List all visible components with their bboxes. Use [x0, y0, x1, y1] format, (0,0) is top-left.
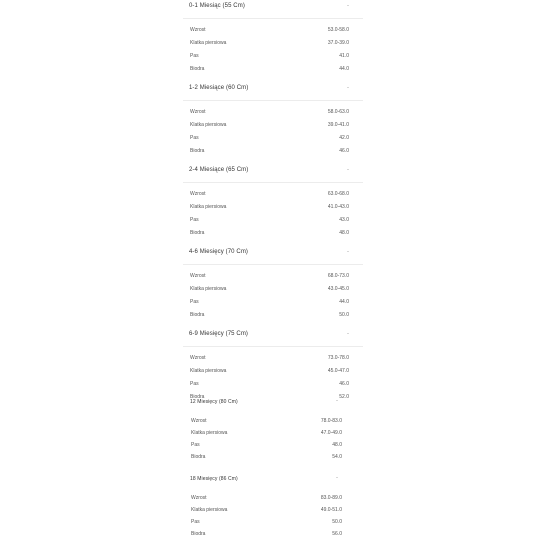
- size-section-18: [186, 474, 346, 540]
- collapse-icon[interactable]: -: [347, 3, 349, 9]
- size-section-12: [186, 397, 346, 474]
- section-title: 0-1 Miesiąc (55 Cm): [189, 3, 245, 9]
- measurement-label: Wzrost: [190, 27, 206, 33]
- section-header[interactable]: [186, 474, 346, 488]
- measurement-value: 68.0-73.0: [327, 273, 349, 279]
- measurement-list: [183, 19, 363, 86]
- measurement-row: [183, 201, 363, 214]
- measurement-row: [186, 504, 346, 516]
- section-title: 6-9 Miesięcy (75 Cm): [189, 331, 249, 337]
- measurement-list: [183, 183, 363, 250]
- measurement-list: [186, 411, 346, 471]
- measurement-label: Biodra: [190, 66, 205, 72]
- measurement-label: Wzrost: [190, 355, 206, 361]
- measurement-label: Biodra: [190, 148, 205, 154]
- measurement-value: 50.0: [339, 312, 349, 318]
- measurement-value: 46.0: [339, 148, 349, 154]
- measurement-value: 83.0-89.0: [320, 495, 342, 501]
- measurement-label: Biodra: [191, 531, 206, 537]
- measurement-value: 41.0: [339, 53, 349, 59]
- measurement-value: 47.0-49.0: [320, 430, 342, 436]
- measurement-label: Biodra: [191, 454, 206, 460]
- measurement-row: [183, 365, 363, 378]
- measurement-value: 37.0-39.0: [327, 40, 349, 46]
- measurement-value: 52.0: [339, 394, 349, 400]
- measurement-row: [186, 439, 346, 451]
- size-section-4-6: [183, 246, 363, 328]
- measurement-value: 58.0-63.0: [327, 109, 349, 115]
- measurement-row: [183, 309, 363, 322]
- measurement-label: Pas: [191, 519, 200, 525]
- measurement-value: 43.0: [339, 217, 349, 223]
- measurement-row: [183, 145, 363, 158]
- section-header[interactable]: [183, 82, 363, 101]
- measurement-value: 49.0-51.0: [320, 507, 342, 513]
- measurement-label: Biodra: [190, 312, 205, 318]
- section-title: 1-2 Miesiące (60 Cm): [189, 85, 249, 91]
- measurement-value: 48.0: [332, 442, 342, 448]
- section-header[interactable]: [183, 246, 363, 265]
- measurement-row: [183, 50, 363, 63]
- measurement-value: 78.0-83.0: [320, 418, 342, 424]
- measurement-label: Klatka piersiowa: [191, 507, 228, 513]
- measurement-label: Wzrost: [190, 191, 206, 197]
- collapse-icon[interactable]: -: [347, 167, 349, 173]
- measurement-value: 48.0: [339, 230, 349, 236]
- collapse-icon[interactable]: -: [347, 249, 349, 255]
- measurement-row: [186, 516, 346, 528]
- section-title: 18 Miesięcy (86 Cm): [190, 476, 238, 482]
- measurement-row: [183, 119, 363, 132]
- measurement-label: Biodra: [190, 230, 205, 236]
- measurement-row: [183, 37, 363, 50]
- section-title: 4-6 Miesięcy (70 Cm): [189, 249, 249, 255]
- measurement-value: 44.0: [339, 66, 349, 72]
- measurement-label: Biodra: [190, 394, 205, 400]
- section-header[interactable]: [183, 328, 363, 347]
- measurement-label: Wzrost: [191, 495, 207, 501]
- measurement-value: 45.0-47.0: [327, 368, 349, 374]
- measurement-row: [186, 492, 346, 504]
- measurement-row: [183, 24, 363, 37]
- measurement-label: Pas: [191, 442, 200, 448]
- collapse-icon[interactable]: -: [347, 85, 349, 91]
- measurement-row: [183, 214, 363, 227]
- section-header[interactable]: [183, 164, 363, 183]
- section-title: 2-4 Miesiące (65 Cm): [189, 167, 249, 173]
- measurement-value: 50.0: [332, 519, 342, 525]
- size-section-1-2: [183, 82, 363, 164]
- section-header[interactable]: [186, 397, 346, 411]
- measurement-list: [186, 488, 346, 540]
- measurement-value: 44.0: [339, 299, 349, 305]
- measurement-row: [186, 528, 346, 540]
- measurement-list: [183, 265, 363, 332]
- measurement-label: Pas: [190, 299, 199, 305]
- measurement-row: [186, 415, 346, 427]
- measurement-value: 39.0-41.0: [327, 122, 349, 128]
- size-section-2-4: [183, 164, 363, 246]
- measurement-row: [183, 188, 363, 201]
- measurement-value: 54.0: [332, 454, 342, 460]
- measurement-row: [183, 378, 363, 391]
- collapse-icon[interactable]: -: [336, 475, 338, 481]
- measurement-value: 41.0-43.0: [327, 204, 349, 210]
- size-section-6-9: [183, 328, 363, 400]
- measurement-value: 42.0: [339, 135, 349, 141]
- measurement-label: Klatka piersiowa: [191, 430, 228, 436]
- measurement-value: 43.0-45.0: [327, 286, 349, 292]
- measurement-value: 53.0-58.0: [327, 27, 349, 33]
- measurement-label: Klatka piersiowa: [190, 368, 227, 374]
- measurement-label: Pas: [190, 381, 199, 387]
- measurement-label: Wzrost: [191, 418, 207, 424]
- measurement-row: [183, 106, 363, 119]
- measurement-label: Klatka piersiowa: [190, 286, 227, 292]
- measurement-row: [186, 451, 346, 463]
- measurement-label: Pas: [190, 135, 199, 141]
- section-title: 12 Miesięcy (80 Cm): [190, 399, 238, 405]
- measurement-value: 46.0: [339, 381, 349, 387]
- measurement-value: 63.0-68.0: [327, 191, 349, 197]
- measurement-label: Pas: [190, 217, 199, 223]
- measurement-label: Pas: [190, 53, 199, 59]
- measurement-row: [183, 63, 363, 76]
- collapse-icon[interactable]: -: [336, 398, 338, 404]
- measurement-list: [183, 101, 363, 168]
- measurement-value: 56.0: [332, 531, 342, 537]
- measurement-label: Klatka piersiowa: [190, 204, 227, 210]
- section-header[interactable]: [183, 0, 363, 19]
- measurement-row: [186, 427, 346, 439]
- measurement-row: [183, 227, 363, 240]
- measurement-row: [183, 296, 363, 309]
- measurement-row: [183, 352, 363, 365]
- measurement-label: Klatka piersiowa: [190, 122, 227, 128]
- measurement-label: Wzrost: [190, 273, 206, 279]
- measurement-label: Klatka piersiowa: [190, 40, 227, 46]
- measurement-row: [183, 283, 363, 296]
- measurement-label: Wzrost: [190, 109, 206, 115]
- size-section-0-1: [183, 0, 363, 82]
- size-accordion: [183, 0, 363, 400]
- size-accordion-lower: [186, 397, 346, 540]
- measurement-value: 73.0-78.0: [327, 355, 349, 361]
- measurement-row: [183, 132, 363, 145]
- measurement-row: [183, 270, 363, 283]
- collapse-icon[interactable]: -: [347, 331, 349, 337]
